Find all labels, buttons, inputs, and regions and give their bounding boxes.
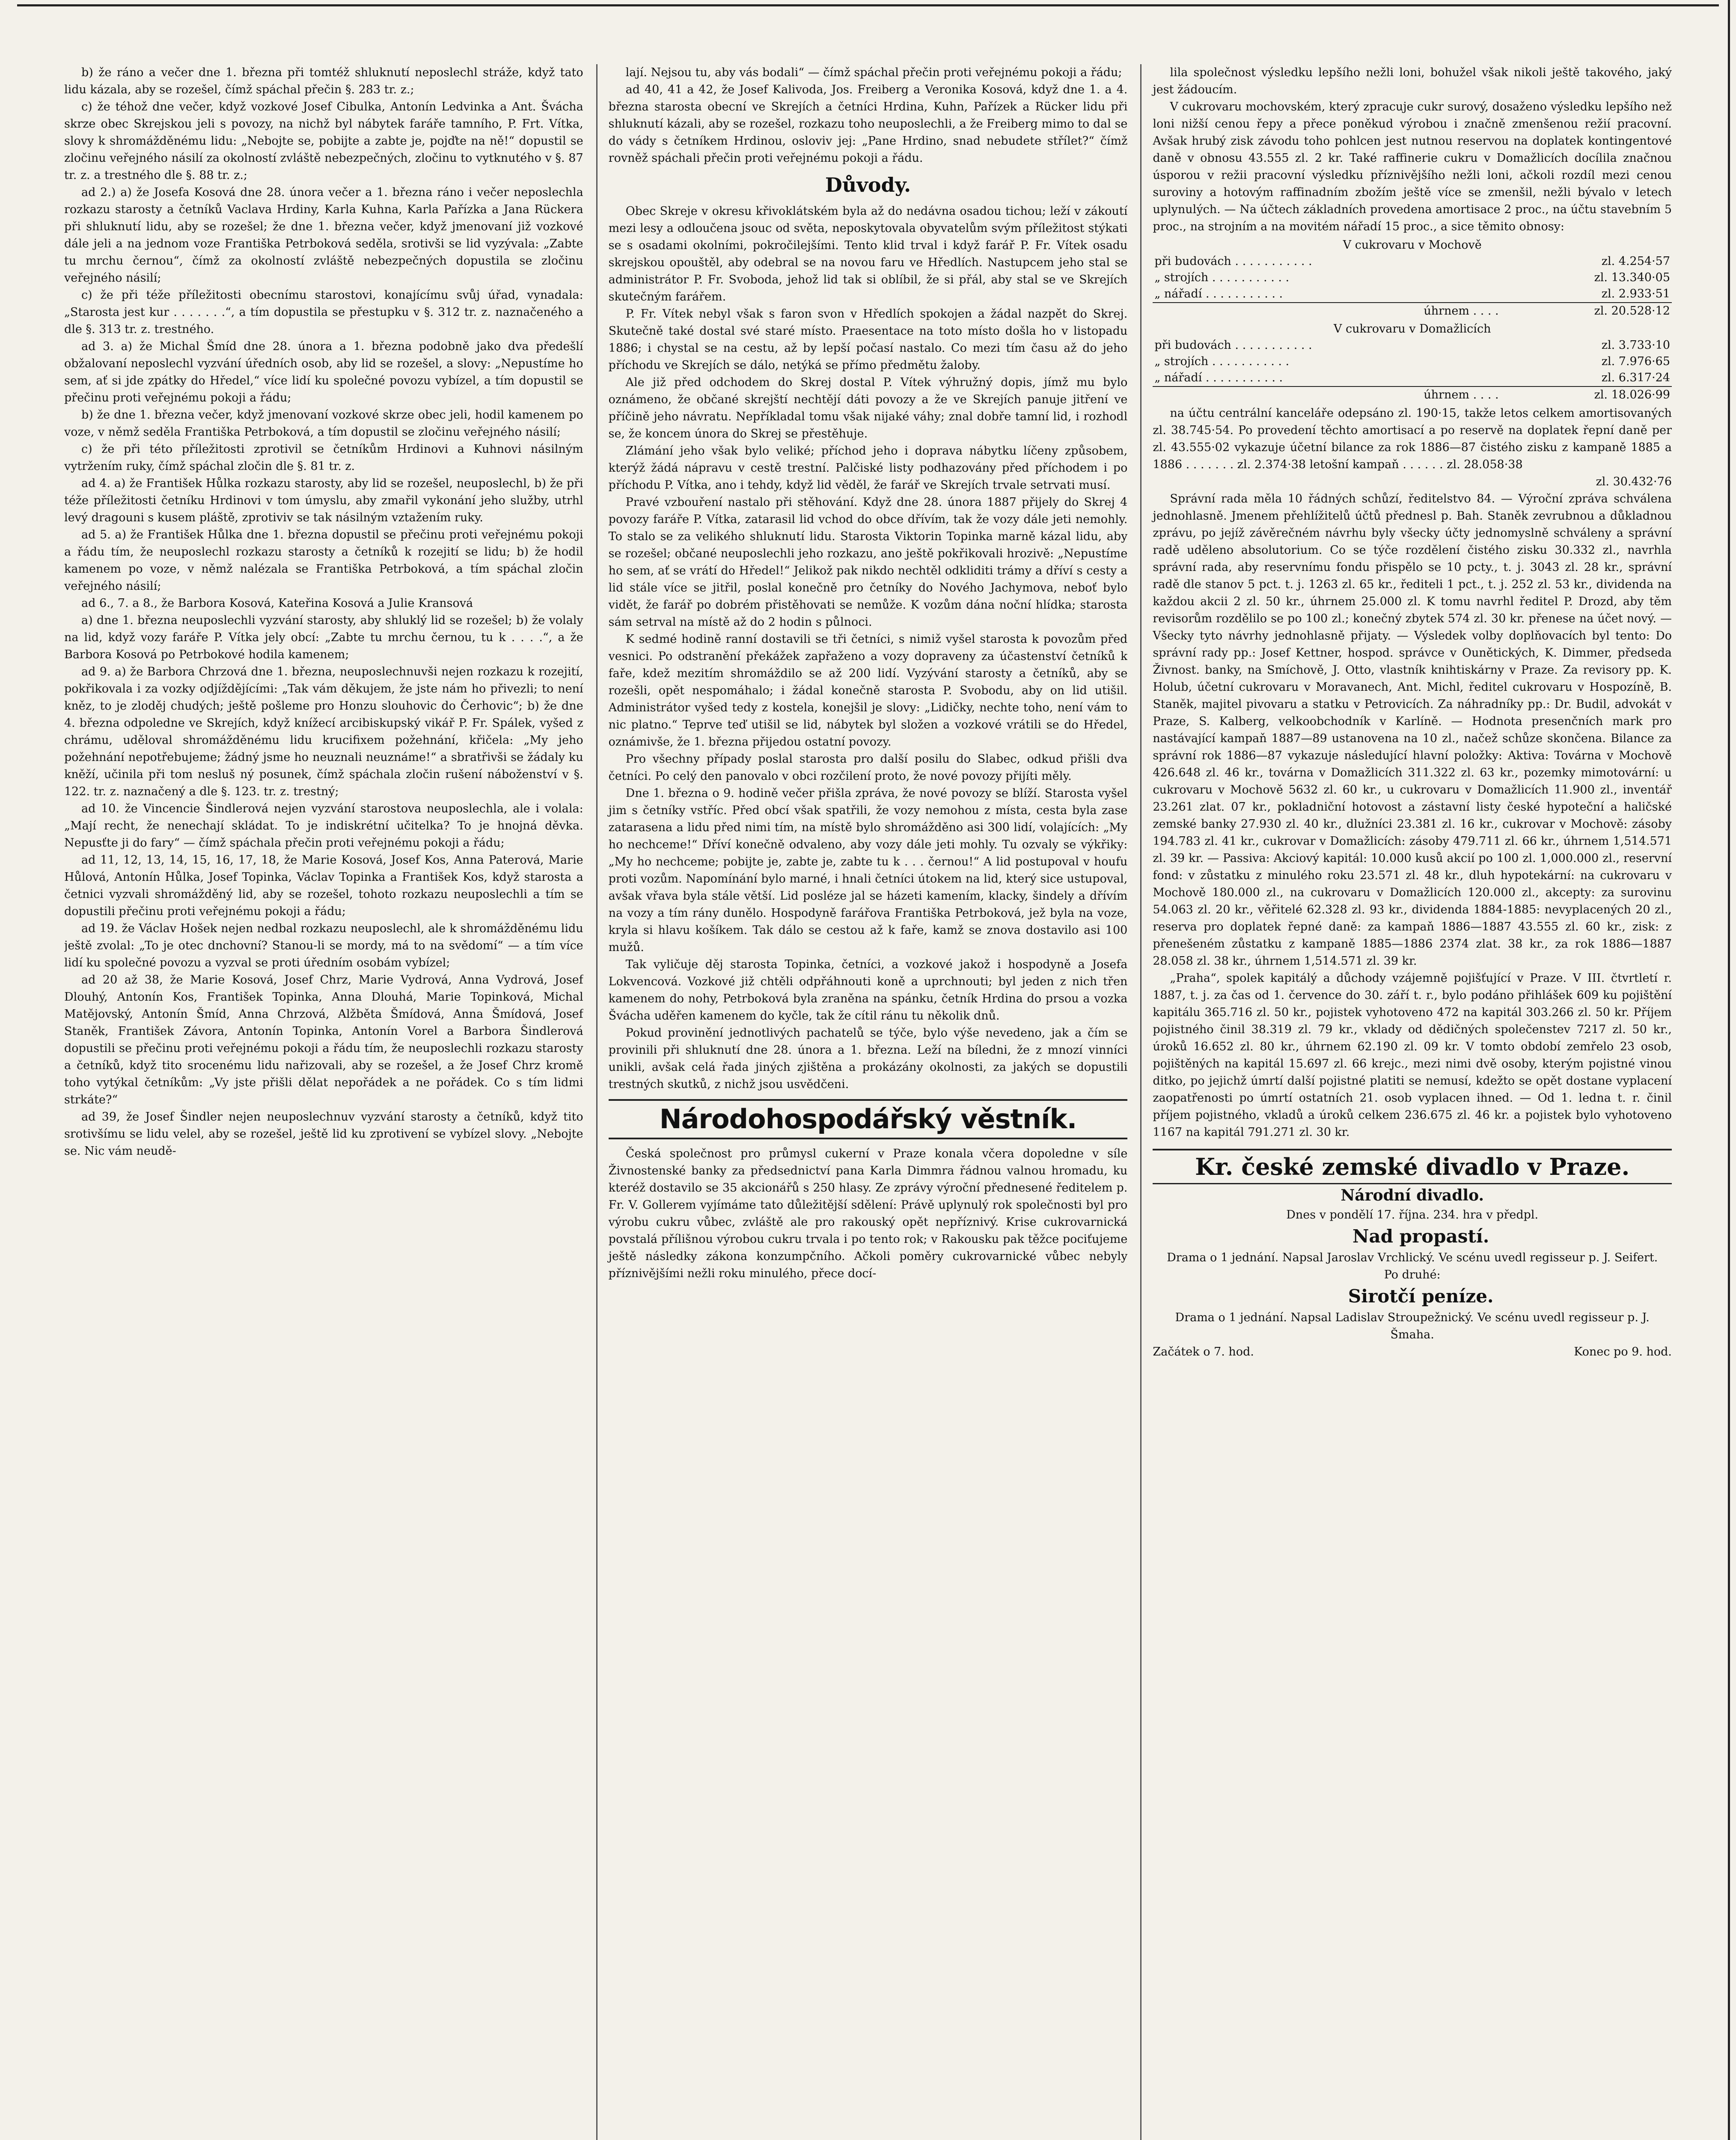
paragraph: b) že dne 1. března večer, když jmenovaní vozkové skrze obec jeli, hodil kamenem po voze, v němž seděla Františka Petrboková, a tím dopustil se zločinu veřejného násilí; (64, 408, 583, 439)
play-description: Drama o 1 jednání. Napsal Jaroslav Vrchlický. Ve scénu uvedl regisseur p. J. Seifert. (1167, 1251, 1658, 1264)
paragraph: b) že ráno a večer dne 1. března při tomtéž shluknutí neposlechl stráže, když tato lidu kázala, aby se rozešel, čímž spáchal přečin §. 283 tr. z.; (64, 66, 583, 96)
paragraph: ad 11, 12, 13, 14, 15, 16, 17, 18, že Marie Kosová, Josef Kos, Anna Paterová, Marie Hůlová, Antonín Hůlka, Josef Topinka, Václav Topinka a František Kos, když starosta a četnici vyzvali shromážděný lid, aby se rozešel, tohoto rozkazu neuposlechli a tím se dopustili přečinu proti veřejnému pokoji a řádu; (64, 853, 583, 918)
paragraph: ad 4. a) že František Hůlka rozkazu starosty, aby lid se rozešel, neuposlechl, b) že při téže příležitosti četníku Hrdinovi v tom úmyslu, aby zmařil vykonání jeho služby, utrhl levý dragouni s kusem pláště, zprotiviv se tak násilným vztažením ruky. (64, 477, 583, 524)
paragraph: K sedmé hodině ranní dostavili se tři četníci, s nimiž vyšel starosta k povozům před vesnici. Po odstranění překážek zapřaženo a vozy dopraveny za účastenství četníků k faře, kdež mezitím shromáždilo se až 200 lidí. Vyzývání starosty a četníků, aby se rozešli, opět nespomáhalo; i žádal konečně starosta P. Svobodu, aby on lid utišil. Administrátor vyšed tedy z kostela, konejšil je slovy: „Lidičky, nechte toho, není vám to nic platno.“ Teprve teď utišil se lid, nábytek byl složen a vozkové vrátili se do Hředel, oznámivše, že 1. března přijedou ostatní povozy. (608, 633, 1128, 749)
column-1 (64, 64, 583, 2140)
paragraph: Dne 1. března o 9. hodině večer přišla zpráva, že nové povozy se blíží. Starosta vyšel jim s četníky vstříc. Před obcí však spatřili, že vozy nemohou z místa, cesta byla zase zatarasena a lidu před nimi tím, na místě bylo shromážděno asi 300 lidí, volajících: „My ho nechceme!“ Dříví konečně odvaleno, aby vozy dále jeti mohly. Tu ozvaly se výkřiky: „My ho nechceme; pobijte je, zabte je, zabte tu k . . . černou!“ A lid postupoval v houfu proti vozům. Napomínání bylo marné, i hnali četníci útokem na lid, který sice ustupoval, avšak vřava byla stále větší. Lid posléze jal se házeti kamením, klacky, šindely a dřívím na vozy a tím rány dunělo. Hospodyně farářova Františka Petrboková, jež byla na voze, kryla si hlavu košíkem. Tak dálo se cestou až k faře, kamž se znova dostavilo asi 100 mužů. (608, 787, 1128, 954)
row-label: „ nářadí . . . . . . . . . . . (1154, 287, 1283, 300)
row-label: „ strojích . . . . . . . . . . . (1154, 271, 1290, 284)
paragraph: Zlámání jeho však bylo veliké; příchod jeho i doprava nábytku líčeny způsobem, kterýž žádá nápravu v cestě trestní. Palčiské listy podhazovány před příchodem i po příchodu P. Vítka, ano i tehdy, když lid věděl, že farář ve Skrejích trvale setrvati musí. (608, 444, 1128, 492)
section-heading: Důvody. (825, 173, 911, 196)
sum-value: zl. 18.026·99 (1501, 386, 1672, 403)
paragraph: ad 20 až 38, že Marie Kosová, Josef Chrz, Marie Vydrová, Anna Vydrová, Josef Dlouhý, Antonín Kos, František Topinka, Anna Dlouhá, Marie Topinková, Michal Matějovský, Antonín Šmíd, Anna Chrzová, Alžběta Šmídová, Anna Šmídová, Josef Staněk, František Závora, Antonín Topinka, Antonín Vorel a Barbora Šindlerová dopustili se přečinu proti veřejnému pokoji a řádu tím, že neuposlechli rozkazu starosty a četníků, když tito srocenému lidu nařizovali, aby se rozešel, a že Josef Chrz kromě toho vytýkal četníkům: „Vy jste přišli dělat nepořádek a ne pořádek. Co s tím lidmi strkáte?“ (64, 973, 583, 1106)
table-row (1153, 286, 1672, 303)
table-row (1153, 253, 1672, 270)
side-rule (1728, 0, 1730, 2140)
theatre-subtitle: Národní divadlo. (1341, 1186, 1484, 1204)
profit-total: zl. 30.432·76 (1596, 475, 1672, 488)
start-time: Začátek o 7. hod. (1153, 1345, 1254, 1358)
row-label: při budovách . . . . . . . . . . . (1154, 339, 1312, 352)
paragraph: c) že téhož dne večer, když vozkové Josef Cibulka, Antonín Ledvinka a Ant. Švácha skrze obec Skrejskou jeli s povozy, na nichž byl nábytek faráře tamního, P. Frt. Vítka, slovy k shromážděnému lidu: „Nebojte se, pobijte a zabte je, pojďte na ně!“ dopustil se zločinu veřejného násilí za okolností zvláště nebezpečných, zločinu to vytknutého v §. 87 tr. z. a trestného dle §. 88 tr. z.; (64, 100, 583, 182)
paragraph: a) dne 1. března neuposlechli vyzvání starosty, aby shluklý lid se rozešel; b) že volaly na lid, když vozy faráře P. Vítka jely obcí: „Zabte tu mrchu černou, tu k . . . .“, a že Barbora Kosová po Petrbokové hodila kamenem; (64, 614, 583, 661)
paragraph: ad 6., 7. a 8., že Barbora Kosová, Kateřina Kosová a Julie Kransová (81, 597, 473, 610)
paragraph: ad 5. a) že František Hůlka dne 1. března dopustil se přečinu proti veřejnému pokoji a řádu tím, že neuposlechl rozkazu starosty a četníků k rozejití se lidu; b) že hodil kamenem po voze, v němž nalézala se Františka Petrboková, a tím spáchal zločin veřejného násilí; (64, 528, 583, 593)
table-row (1153, 370, 1672, 386)
row-value: zl. 4.254·57 (1601, 255, 1671, 268)
row-value: zl. 7.976·65 (1601, 355, 1671, 368)
paragraph: ad 10. že Vincencie Šindlerová nejen vyzvání starostova neuposlechla, ale i volala: „Mají recht, že nenechají skládat. To je indiskrétní učitelka? To je hnojná děvka. Nepusťte ji do fary“ — čímž spáchala přečin proti veřejnému pokoji a řádu; (64, 802, 583, 850)
paragraph: Ale již před odchodem do Skrej dostal P. Vítek výhružný dopis, jímž mu bylo oznámeno, že občané skrejští nechtějí dáti povozy a že ve Skrejích panuje jitření ve příčině jeho návratu. Nepříkladal tomu však nijaké váhy; znal dobře tamní lid, i rozhodl se, že koncem února do Skrej se přestěhuje. (608, 376, 1128, 440)
paragraph: „Praha“, spolek kapitálý a důchody vzájemně pojišťující v Praze. V III. čtvrtletí r. 1887, t. j. za čas od 1. července do 30. září t. r., bylo podáno přihlášek 609 ku pojištění kapitálu 365.716 zl. 50 kr., pojistek vyhotoveno 472 na kapitál 303.266 zl. 50 kr. Příjem pojistného činil 38.319 zl. 79 kr., vklady od dědičných společenstev 7217 zl. 50 kr., úroků 16.652 zl. 80 kr., úhrnem 62.190 zl. 09 kr. V tomto období zemřelo 23 osob, pojištěných na kapitál 15.697 zl. 66 krejc., mezi nimi dvě osoby, kterým pojistné vinou ditko, po jejichž úmrtí další pojistné platiti se nemusí, kdežto se opět dostane vyplacení zaopatřenosti po úmrtí ostatních 21. osob vyplacen ihned. — Od 1. ledna t. r. činil příjem pojistného, vkladů a úroků celkem 236.675 zl. 46 kr. a pojistek bylo vyhotoveno 1167 na kapitál 791.271 zl. 30 kr. (1153, 972, 1672, 1139)
play-title: Nad propastí. (1353, 1226, 1489, 1247)
table-heading: V cukrovaru v Domažlicích (1333, 322, 1491, 336)
sum-value: zl. 20.528·12 (1501, 303, 1672, 319)
paragraph: Česká společnost pro průmysl cukerní v Praze konala včera dopoledne v síle Živnostenské banky za předsednictví pana Karla Dimmra řádnou valnou hromadu, ku kteréž dostavilo se 35 akcionářů s 250 hlasy. Ze zprávy výroční přednesené ředitelem p. Fr. V. Gollerem vyjímáme tato důležitější sdělení: Právě uplynulý rok společnosti byl pro výrobu cukru vůbec, zvláště ale pro rakouský opět nepříznivý. Krise cukrovarnická povstalá přílišnou výrobou cukru trvala i po tento rok; v Rakousku pak těžce pociťujeme ještě následky zákona konzumpčního. Ačkoli poměry cukrovarnické vůbec nebyly příznivějšími nežli roku minulého, přece docí- (608, 1147, 1128, 1280)
section-banner: Národohospodářský věstník. (609, 1099, 1128, 1139)
sum-label: úhrnem . . . . (1153, 303, 1500, 319)
row-label: „ strojích . . . . . . . . . . . (1154, 355, 1290, 368)
row-label: při budovách . . . . . . . . . . . (1154, 255, 1312, 268)
paragraph: lila společnost výsledku lepšího nežli loni, bohužel však nikoli ještě takového, jaký jest žádoucím. (1153, 66, 1672, 96)
performance-times (1153, 1343, 1672, 1361)
table-row (1153, 270, 1672, 286)
second-play-note: Po druhé: (1384, 1268, 1441, 1281)
paragraph: lají. Nejsou tu, aby vás bodali“ — čímž spáchal přečin proti veřejnému pokoji a řádu; (625, 66, 1122, 79)
paragraph: P. Fr. Vítek nebyl však s faron svon v Hředlích spokojen a žádal nazpět do Skrej. Skutečně také dostal své staré místo. Praesentace na toto místo došla ho v listopadu 1886; i chystal se na cestu, až by lepší počasí nastalo. Co mezi tím času až do jeho příchodu ve Skrejích se dálo, netýká se přímo předmětu žaloby. (608, 307, 1128, 372)
column-2 (596, 64, 1128, 2140)
columns (64, 64, 1672, 2140)
table-sum-row (1153, 303, 1672, 319)
row-value: zl. 2.933·51 (1601, 287, 1671, 300)
paragraph: Tak vyličuje děj starosta Topinka, četníci, a vozkové jakož i hospodyně a Josefa Lokvencová. Vozkové již chtěli odpřáhnouti koně a uprchnouti; byl jeden z nich třen kamenem do nohy, Petrboková byla zraněna na spánku, četník Hrdina do prsou a vozka Švácha uděřen kamenem do kyčle, tak že cítil ránu tu několik dnů. (608, 958, 1128, 1022)
paragraph: Pokud provinění jednotlivých pachatelů se týče, bylo výše nevedeno, jak a čím se provinili při shluknutí dne 28. února a 1. března. Leží na bíledni, že z mnozí vinníci unikli, avšak celá řada jiných zjištěna a prokázány okolnosti, za jakých se dopustili trestných skutků, z nichž jsou usvědčeni. (608, 1026, 1128, 1091)
table-sum-row (1153, 386, 1672, 403)
paragraph: ad 3. a) že Michal Šmíd dne 28. února a 1. března podobně jako dva předešlí obžalovaní neposlechl vyzvání úředních osob, aby lid se rozešel, a slovy: „Nepustíme ho sem, ať si jde zpátky do Hředel,“ více lidí ku společné povozu vybízel, a tím dopustil se přečinu proti veřejnému pokoji a řádu; (64, 340, 583, 404)
table-heading: V cukrovaru v Mochově (1343, 238, 1482, 252)
paragraph: ad 19. že Václav Hošek nejen nedbal rozkazu neuposlechl, ale k shromážděnému lidu ještě zvolal: „To je otec dnchovní? Stanou-li se mordy, má to na svědomí“ — a tím více lidí ku společné povozu a vyzval se proti úředním osobám vybízel; (64, 922, 583, 969)
paragraph: c) že při této příležitosti zprotivil se četníkům Hrdinovi a Kuhnovi násilným vytržením ruky, čímž spáchal zločin dle §. 81 tr. z. (64, 443, 583, 473)
paragraph: na účtu centrální kanceláře odepsáno zl. 190·15, takže letos celkem amortisovaných zl. 38.745·54. Po provedení těchto amortisací a po reservě na doplatek řepní daně per zl. 43.555·02 vykazuje účetní bilance za rok 1886—87 čistého zisku z kampaně 1885 a 1886 . . . . . . . zl. 2.374·38 letošní kampaň . . . . . . zl. 28.058·38 (1153, 407, 1672, 471)
paragraph: ad 2.) a) že Josefa Kosová dne 28. února večer a 1. března ráno i večer neposlechla rozkazu starosty a četníků Vaclava Hrdiny, Karla Kuhna, Karla Pařízka a Jana Rückera při shluknutí lidu, aby se rozešel; že dne 1. března večer, když jmenovaní již vozkové dále jeli a na jednom voze Františka Petrboková seděla, srotivši se lid vyzývala: „Zabte tu mrchu černou“, čímž za okolností zvláště nebezpečných dopustila se zločinu veřejného násilí; (64, 186, 583, 285)
paragraph: ad 40, 41 a 42, že Josef Kalivoda, Jos. Freiberg a Veronika Kosová, když dne 1. a 4. března starosta obecní ve Skrejích a četníci Hrdina, Kuhn, Pařízek a Rücker lidu při shluknutí kázali, aby se rozešel, rozkazu toho neuposlechli, a že Freiberg mimo to dal se do vády s četníkem Hrdinou, osloviv jej: „Pane Hrdino, snad nebudete střílet?“ čímž rovněž spáchali přečin proti veřejnému pokoji a řádu. (608, 83, 1128, 165)
paragraph: ad 39, že Josef Šindler nejen neuposlechnuv vyzvání starosty a četníků, když tito srotivšímu se lidu velel, aby se rozešel, ještě lid ku zprotivení se vybízel slovy. „Nebojte se. Nic vám neudě- (64, 1110, 583, 1158)
performance-date: Dnes v pondělí 17. října. 234. hra v předpl. (1286, 1208, 1539, 1222)
column-3 (1140, 64, 1672, 2140)
paragraph: Pravé vzbouření nastalo při stěhování. Když dne 28. února 1887 přijely do Skrej 4 povozy faráře P. Vítka, zatarasil lid vchod do obce dřívím, tak že vozy dále jeti nemohly. To stalo se za velikého shluknutí lidu. Starosta Viktorin Topinka marně kázal lidu, aby se rozešel; občané neuposlechli jeho rozkazu, ano ještě pokřikovali hrozivě: „Nepustíme ho sem, ať se vrátí do Hředel!“ Jelikož pak nikdo nechtěl odkliditi trámy a dříví s cesty a lid stále více se jitřil, poslal konečně pro četníky do Nového Jachymova, neboť bylo vidět, že farář po dobrém přistěhovati se nemůže. K vozům dána noční hlídka; starosta sám setrval na místě až do 2 hodin s půlnoci. (608, 496, 1128, 629)
sum-label: úhrnem . . . . (1153, 386, 1500, 403)
table-row (1153, 354, 1672, 370)
table-row (1153, 337, 1672, 354)
theatre-title: Kr. české zemské divadlo v Praze. (1153, 1149, 1672, 1184)
paragraph: Správní rada měla 10 řádných schůzí, ředitelstvo 84. — Výroční zpráva schválena jednohlasně. Jmenem přehlížitelů účtů přednesl p. Bah. Staněk zevrubnou a důkladnou zprávu, po jejíž závěrečném návrhu byly všecky účty jednomyslně schváleny a správní radě uděleno absolutorium. Co se týče rozdělení čistého zisku 30.332 zl., navrhla správní rada, aby reservnímu fondu přispělo se 10 pcty., t. j. 3043 zl. 28 kr., správní radě dle stanov 5 pct. t. j. 1263 zl. 65 kr., řediteli 1 pct., t. j. 252 zl. 53 kr., dividenda na každou akcii 2 zl. 50 kr., úhrnem 25.000 zl. K tomu navrhl ředitel P. Drozd, aby těm revisorům rozdělilo se po 100 zl.; konečný zbytek 574 zl. 30 kr. přenese na účet nový. — Všecky tyto návrhy jednohlasně přijaty. — Výsledek volby doplňovacích byl tento: Do správní rady pp.: Josef Kettner, hospod. správce v Ounětických, K. Dimmer, předseda Živnost. banky, na Smíchově, J. Otto, vlastník knihtiskárny v Praze. Za revisory pp. K. Holub, účetní cukrovaru v Moravanech, Ant. Michl, ředitel cukrovaru v Hospozíně, B. Staněk, majitel pivovaru a statku v Petrovicích. Za náhradníky pp.: Dr. Budil, advokát v Praze, S. Kalberg, velkoobchodník v Karlíně. — Hodnota presenčních mark pro nastávající kampaň 1887—89 ustanovena na 10 zl., načež schůze skončena. Bilance za správní rok 1886—87 vykazuje následující hlavní položky: Aktiva: Továrna v Mochově 426.648 zl. 46 kr., továrna v Domažlicích 311.322 zl. 63 kr., pozemky mimotovární: u cukrovaru v Mochově 5632 zl. 60 kr., u cukrovaru v Domažlicích 11.900 zl., inventář 23.261 zlat. 07 kr., pokladniční hotovost a zástavní listy české hypoteční a haličské zemské banky 27.930 zl. 40 kr., dlužníci 23.381 zl. 16 kr., cukrovar v Mochově: zásoby 194.783 zl. 41 kr., cukrovar v Domažlicích: zásoby 479.711 zl. 66 kr., úhrnem 1,514.571 zl. 39 kr. — Passiva: Akciový kapitál: 10.000 kusů akcií po 100 zl. 1,000.000 zl., reservní fond: v zůstatku z minulého roku 23.571 zl. 48 kr., dluh hypotekární: na cukrovaru v Mochově 180.000 zl., na cukrovaru v Domažlicích 120.000 zl., akcepty: za surovinu 54.063 zl. 20 kr., věřitelé 62.328 zl. 93 kr., dividenda 1884-1885: nevyplacených 20 zl., reserva pro doplatek řepné daně: za kampaň 1886—1887 43.555 zl. 60 kr., zisk: z přenešeném zůstatku z kampaně 1885—1886 2374 zlat. 38 kr., za rok 1886—1887 28.058 zl. 38 kr., úhrnem 1,514.571 zl. 39 kr. (1153, 492, 1672, 968)
row-value: zl. 13.340·05 (1594, 271, 1671, 284)
row-value: zl. 6.317·24 (1601, 371, 1671, 384)
play-description: Drama o 1 jednání. Napsal Ladislav Stroupežnický. Ve scénu uvedl regisseur p. J. Šmaha. (1175, 1311, 1650, 1341)
paragraph: V cukrovaru mochovském, který zpracuje cukr surový, dosaženo výsledku lepšího než loni nižší cenou řepy a přece poněkud výrobou i značně zmenšenou režií pracovní. Avšak hrubý zisk závodu toho pohlcen jest nutnou reservou na doplatek kontingentové daně v obnosu 43.555 zl. 2 kr. Také raffinerie cukru v Domažlicích docílila značnou úsporou v režii pracovní výsledku příznivějšího nežli loni, ačkoli rozdíl mezi cenou suroviny a hotovým raffinadním zbožím ještě více se zmenšil, nežli bývalo v letech uplynulých. — Na účtech základních provedena amortisace 2 proc., na účtu stavebním 5 proc., na strojním a na movitém nářadí 15 proc., a sice těmito obnosy: (1153, 100, 1672, 233)
row-label: „ nářadí . . . . . . . . . . . (1154, 371, 1283, 384)
paragraph: Pro všechny případy poslal starosta pro další posilu do Slabec, odkud přišli dva četníci. Po celý den panovalo v obci rozčilení proto, že nové povozy přijíti měly. (608, 752, 1128, 783)
paragraph: c) že při téže příležitosti obecnímu starostovi, konajícímu svůj úřad, vynadala: „Starosta jest kur . . . . . . .“, a tím dopustila se přestupku v §. 312 tr. z. naznačeného a dle §. 313 tr. z. trestného. (64, 288, 583, 336)
amortisation-table-domazlice (1153, 321, 1672, 403)
amortisation-table-mochov (1153, 237, 1672, 319)
play-title: Sirotčí peníze. (1348, 1286, 1494, 1307)
end-time: Konec po 9. hod. (1574, 1345, 1672, 1358)
paragraph: Obec Skreje v okresu křivoklátském byla až do nedávna osadou tichou; leží v zákoutí mezi lesy a odloučena jsouc od světa, neposkytovala obyvatelům svým příležitost stýkati se s osadami okolními, pokročilejšími. Tento klid trval i když farář P. Fr. Vítek osadu skrejskou opouštěl, aby odebral se na novou faru ve Hředlích. Nastupcem jeho stal se administrátor P. Fr. Svoboda, jehož lid tak si oblíbil, že si přál, aby stal se ve Skrejích skutečným farářem. (608, 205, 1128, 303)
row-value: zl. 3.733·10 (1601, 339, 1671, 352)
top-rule (17, 4, 1719, 6)
paragraph: ad 9. a) že Barbora Chrzová dne 1. března, neuposlechnuvši nejen rozkazu k rozejití, pokřikovala i za vozky odjíždějícími: „Tak vám děkujem, že jste nám ho přivezli; to není kněz, to je zloděj chudých; ještě pošleme pro Honzu slouhovic do Čerhovic“; b) že dne 4. března odpoledne ve Skrejích, když knížecí arcibiskupský vikář P. Fr. Spálek, vyšed z chrámu, uděloval shromážděnému lidu krucifixem požehnání, křičela: „My jeho požehnání nepotřebujeme; žádný jsme ho neuznali neuznáme!“ a sbratřivši se žádaly ku kněží, učinila při tom nesluš ný posunek, čímž spáchala zločin rušení náboženství v §. 122. tr. z. naznačený a dle §. 123. tr. z. trestný; (64, 665, 583, 798)
